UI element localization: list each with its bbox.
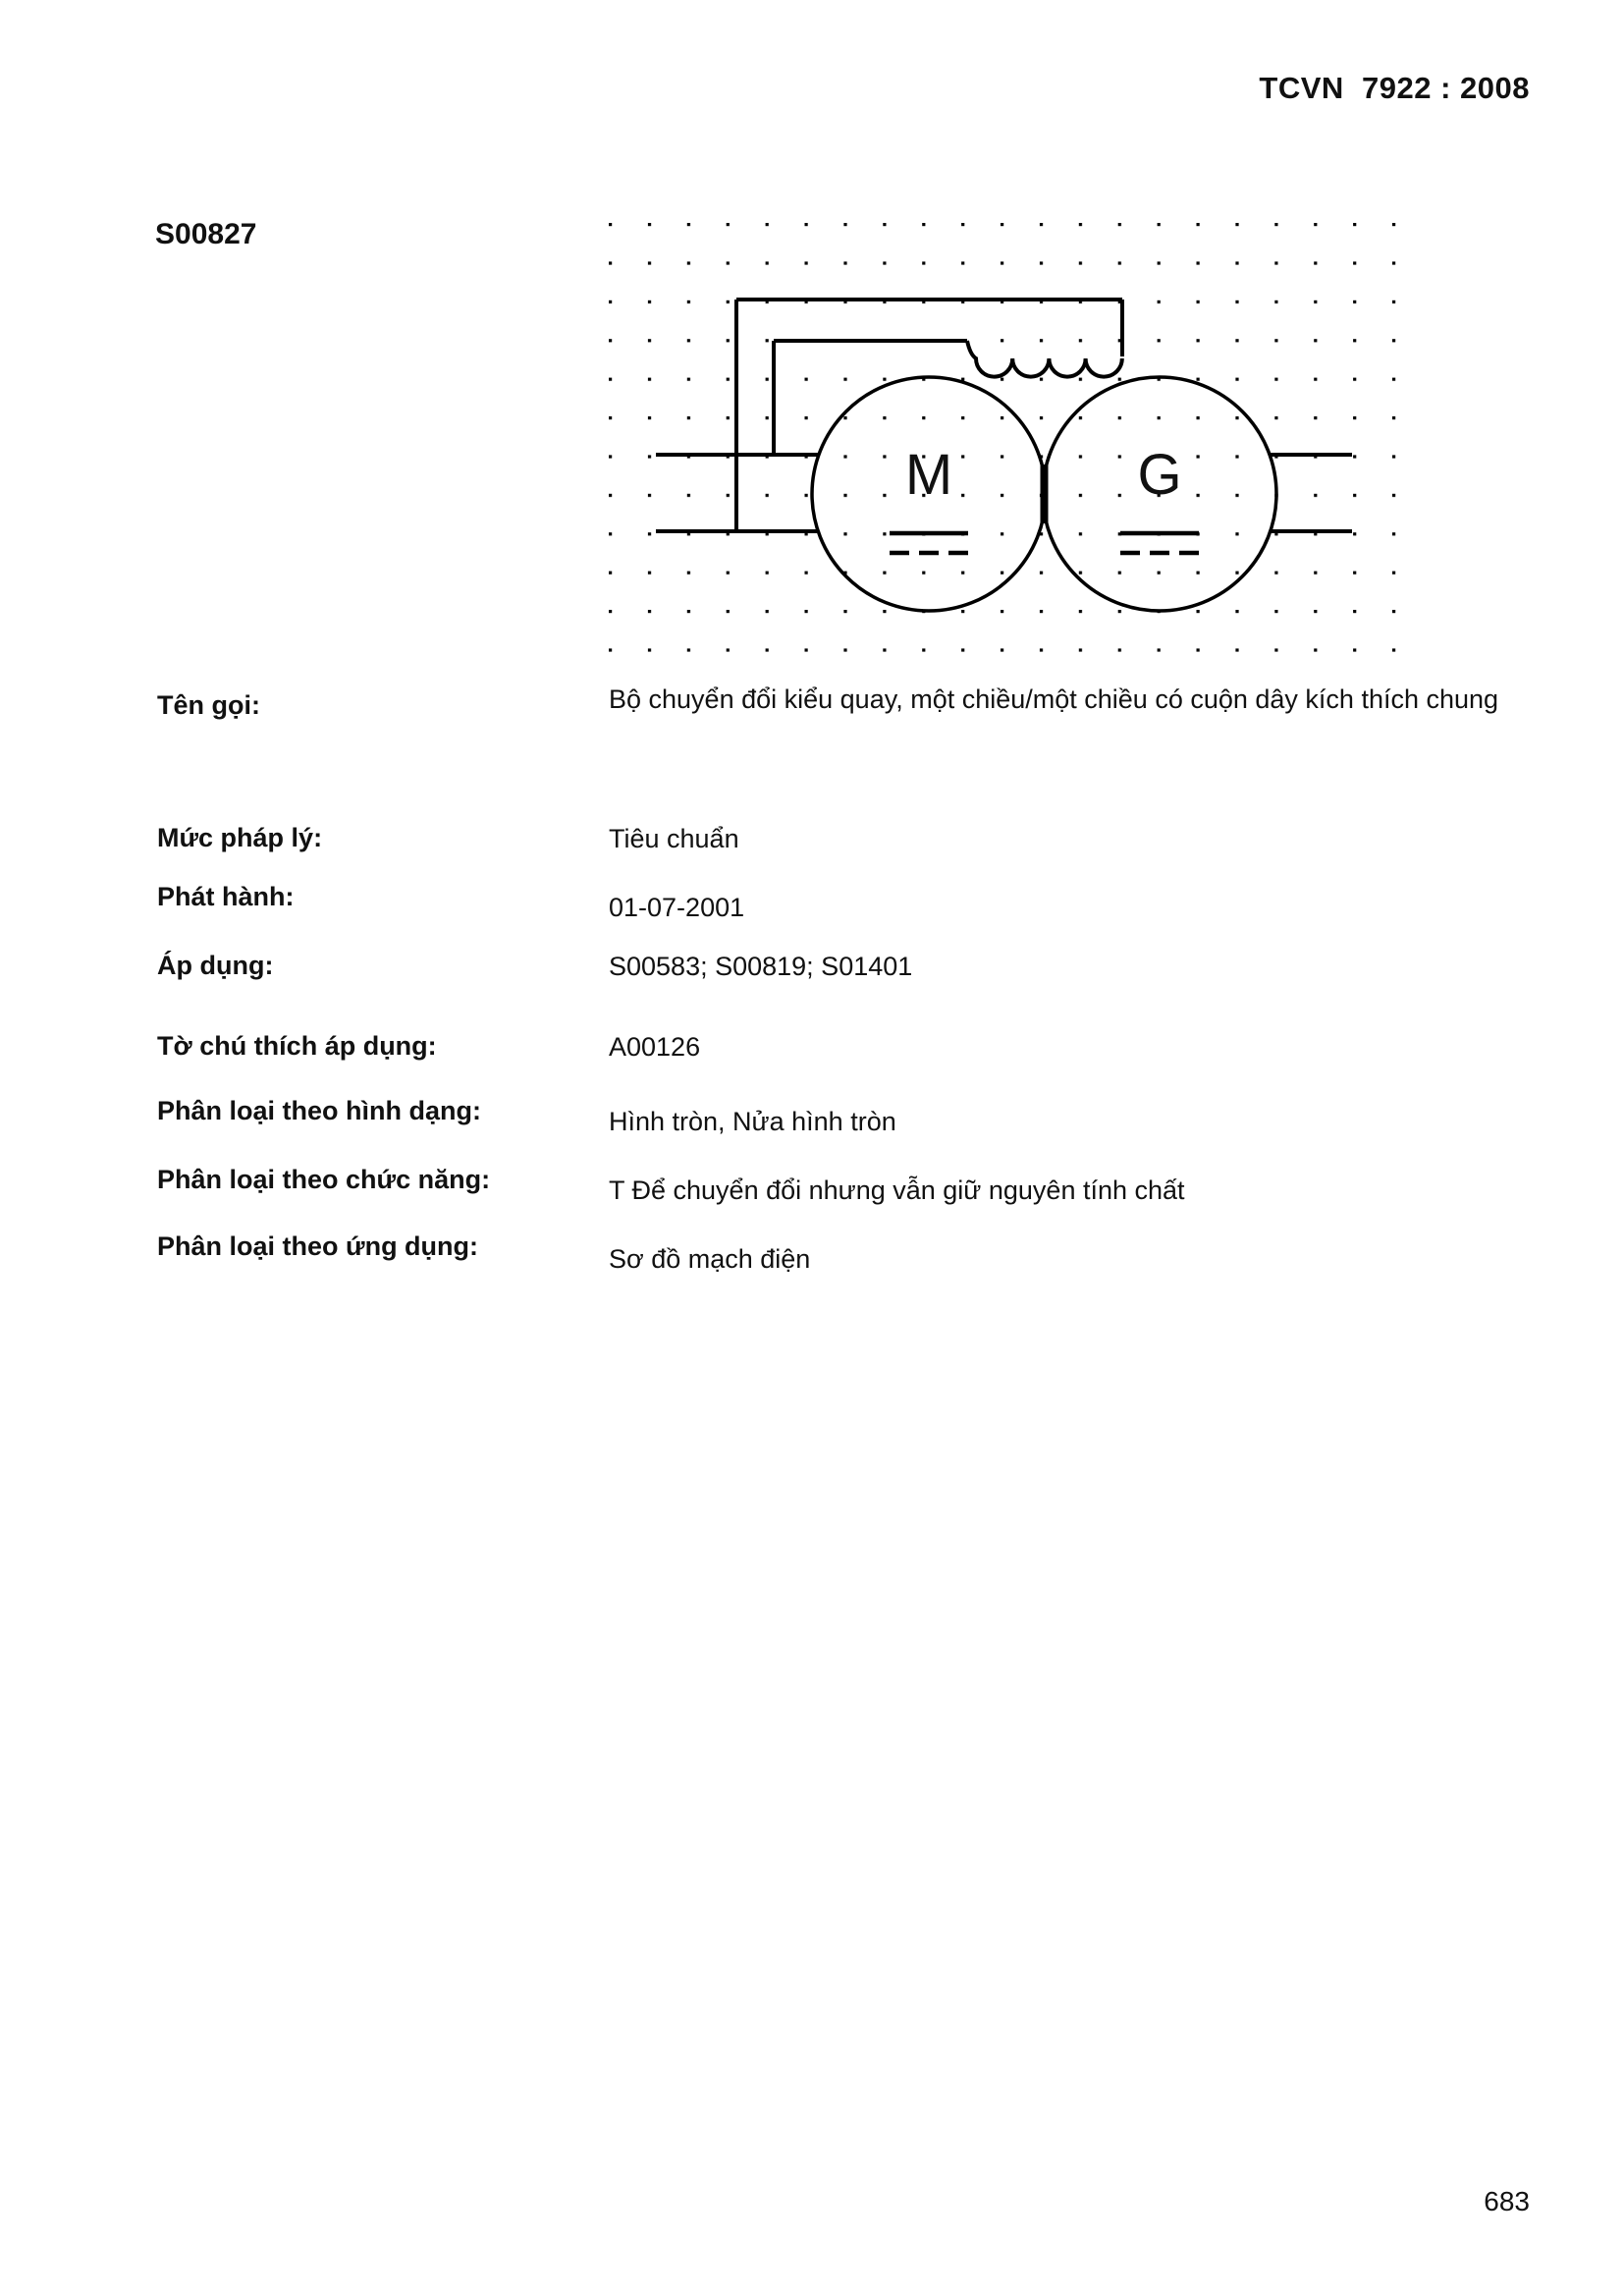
field-value: A00126 bbox=[609, 1032, 701, 1062]
dot-grid-background bbox=[599, 213, 1399, 657]
generator-letter: G bbox=[1137, 443, 1182, 507]
motor-letter: M bbox=[904, 443, 953, 507]
field-value: Sơ đồ mạch điện bbox=[609, 1244, 811, 1274]
circuit-diagram bbox=[589, 196, 1424, 668]
field-value: S00583; S00819; S01401 bbox=[609, 952, 913, 981]
field-value: 01-07-2001 bbox=[609, 893, 745, 922]
page-number: 683 bbox=[1484, 2186, 1530, 2216]
field-value: Tiêu chuẩn bbox=[609, 824, 739, 853]
field-label: Tên gọi: bbox=[157, 690, 260, 720]
field-label: Phân loại theo ứng dụng: bbox=[157, 1231, 479, 1261]
field-label: Phát hành: bbox=[157, 882, 295, 911]
field-label: Áp dụng: bbox=[157, 951, 274, 980]
field-label: Phân loại theo hình dạng: bbox=[157, 1096, 481, 1125]
field-label: Phân loại theo chức năng: bbox=[157, 1165, 491, 1194]
field-value: T Để chuyển đổi nhưng vẫn giữ nguyên tính chất bbox=[609, 1175, 1185, 1205]
standard-code-header: TCVN 7922 : 2008 bbox=[1259, 71, 1530, 105]
field-value: Hình tròn, Nửa hình tròn bbox=[609, 1107, 896, 1136]
field-label: Tờ chú thích áp dụng: bbox=[157, 1031, 437, 1061]
field-value: Bộ chuyển đổi kiểu quay, một chiều/một chiều có cuộn dây kích thích chung bbox=[609, 684, 1499, 714]
symbol-id: S00827 bbox=[155, 218, 257, 250]
field-label: Mức pháp lý: bbox=[157, 823, 323, 852]
